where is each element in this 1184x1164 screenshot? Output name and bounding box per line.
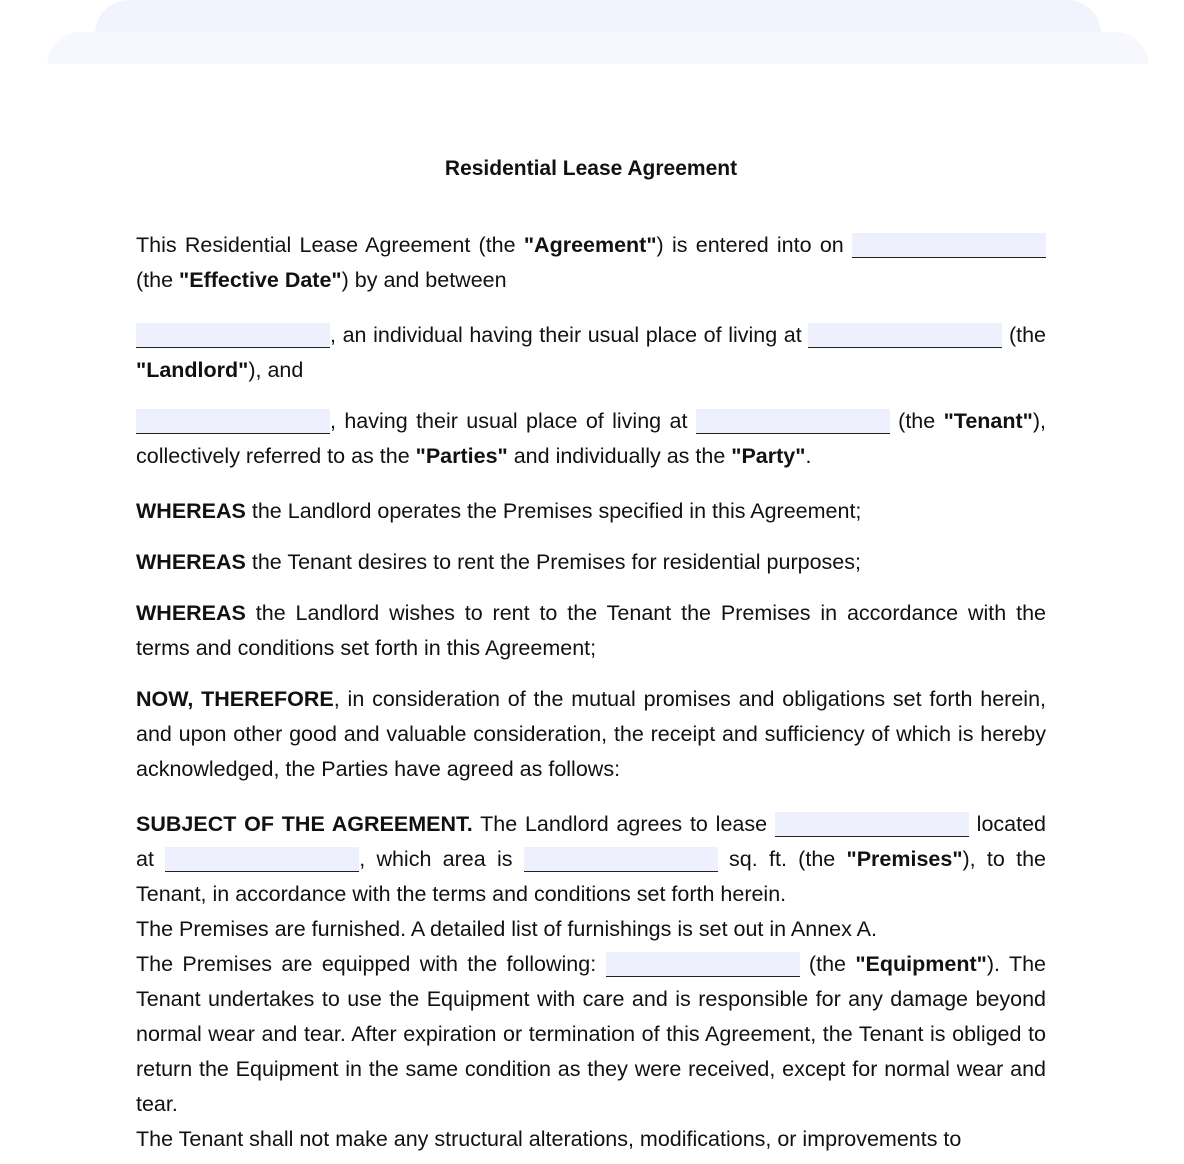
document-title: Residential Lease Agreement [444, 157, 738, 180]
equipment-field[interactable] [606, 952, 800, 977]
document-body [136, 156, 1046, 1157]
tenant-address-field[interactable] [696, 409, 890, 434]
premises-location-field[interactable] [165, 847, 359, 872]
tenant-paragraph: , having their usual place of living at (the "Tenant"), collectively referred to as the "Parties" and individually as the "Party". [136, 409, 1046, 468]
intro-paragraph: This Residential Lease Agreement (the "Agreement") is entered into on (the "Effective Date") by and between [136, 228, 1046, 298]
equipment-clause: The Premises are equipped with the following: (the "Equipment"). The Tenant undertakes to use the Equipment with care and is responsible for any damage beyond normal wear and tear. After expiration or termination of this Agreement, the Tenant is obliged to return the Equipment in the same condition as they were received, except for normal wear and tear. [136, 952, 1046, 1116]
landlord-name-field[interactable] [136, 323, 330, 348]
furnished-statement: The Premises are furnished. A detailed list of furnishings is set out in Annex A. [136, 917, 877, 941]
tenant-name-field[interactable] [136, 409, 330, 434]
landlord-paragraph: , an individual having their usual place of living at (the "Landlord"), and [136, 323, 1046, 382]
landlord-address-field[interactable] [808, 323, 1002, 348]
document-page [0, 64, 1184, 1164]
premises-area-field[interactable] [524, 847, 718, 872]
now-therefore-clause: NOW, THEREFORE, in consideration of the mutual promises and obligations set forth herein, and upon other good and valuable consideration, the receipt and sufficiency of which is hereby acknowledged, the Parties have agreed as follows: [136, 687, 1046, 781]
effective-date-field[interactable] [852, 233, 1046, 258]
subject-clause: SUBJECT OF THE AGREEMENT. The Landlord agrees to lease located at , which area is sq. ft. (the "Premises"), to the Tenant, in accordance with the terms and conditions set forth herein. [136, 812, 1046, 906]
structural-alterations-clause: The Tenant shall not make any structural alterations, modifications, or improvements to [136, 1127, 962, 1151]
whereas-clause: WHEREAS the Tenant desires to rent the Premises for residential purposes; [136, 550, 861, 574]
premises-description-field[interactable] [775, 812, 969, 837]
whereas-clause: WHEREAS the Landlord operates the Premises specified in this Agreement; [136, 499, 862, 523]
whereas-clause: WHEREAS the Landlord wishes to rent to the Tenant the Premises in accordance with the terms and conditions set forth in this Agreement; [136, 601, 1046, 660]
